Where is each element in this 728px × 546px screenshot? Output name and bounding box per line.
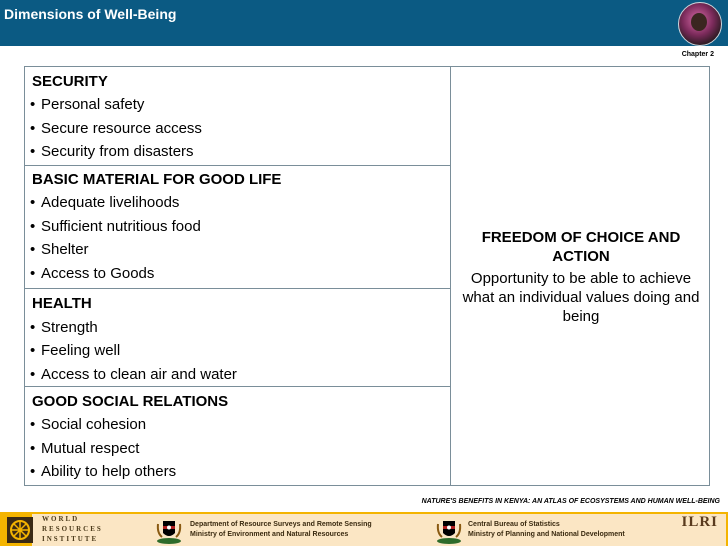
dept-resource-surveys: Department of Resource Surveys and Remote Sensing Ministry of Environment and Natural Resources — [190, 521, 372, 538]
slide-title: Dimensions of Well-Being — [4, 6, 177, 22]
list-item: • Security from disasters — [30, 143, 194, 160]
section-title: BASIC MATERIAL FOR GOOD LIFE — [32, 171, 282, 188]
section-security — [25, 67, 450, 166]
dept-central-bureau-statistics: Central Bureau of Statistics Ministry of Planning and National Development — [468, 521, 625, 538]
atlas-caption: NATURE'S BENEFITS IN KENYA: AN ATLAS OF ECOSYSTEMS AND HUMAN WELL-BEING — [421, 498, 720, 505]
wri-logo-icon — [6, 516, 34, 544]
list-item: • Adequate livelihoods — [30, 194, 180, 211]
section-health — [25, 289, 450, 387]
freedom-title: FREEDOM OF CHOICE AND ACTION — [481, 229, 681, 265]
list-item: • Shelter — [30, 241, 89, 258]
header-bar — [0, 0, 728, 46]
ilri-logo: ILRI — [681, 514, 718, 530]
section-basic-material — [25, 166, 450, 289]
list-item: • Strength — [30, 319, 98, 336]
freedom-column — [451, 67, 709, 485]
list-item: • Social cohesion — [30, 416, 147, 433]
freedom-description: Opportunity to be able to achieve what an individual values doing and being — [462, 270, 700, 325]
wri-logo-text: WORLD RESOURCES INSTITUTE — [42, 515, 103, 543]
child-portrait-photo — [678, 2, 722, 46]
list-item: • Sufficient nutritious food — [30, 218, 201, 235]
wellbeing-table — [24, 66, 710, 486]
list-item: • Access to clean air and water — [30, 366, 237, 383]
list-item: • Access to Goods — [30, 265, 155, 282]
list-item: • Mutual respect — [30, 440, 140, 457]
list-item: • Feeling well — [30, 342, 121, 359]
kenya-coat-of-arms-icon — [154, 515, 184, 545]
wellbeing-left-column — [25, 67, 451, 485]
list-item: • Secure resource access — [30, 120, 202, 137]
section-title: SECURITY — [32, 73, 108, 90]
section-social-relations — [25, 387, 450, 485]
list-item: • Personal safety — [30, 96, 145, 113]
list-item: • Ability to help others — [30, 463, 177, 480]
chapter-label: Chapter 2 — [681, 51, 714, 58]
section-title: HEALTH — [32, 295, 92, 312]
section-title: GOOD SOCIAL RELATIONS — [32, 393, 229, 410]
kenya-coat-of-arms-icon — [434, 515, 464, 545]
